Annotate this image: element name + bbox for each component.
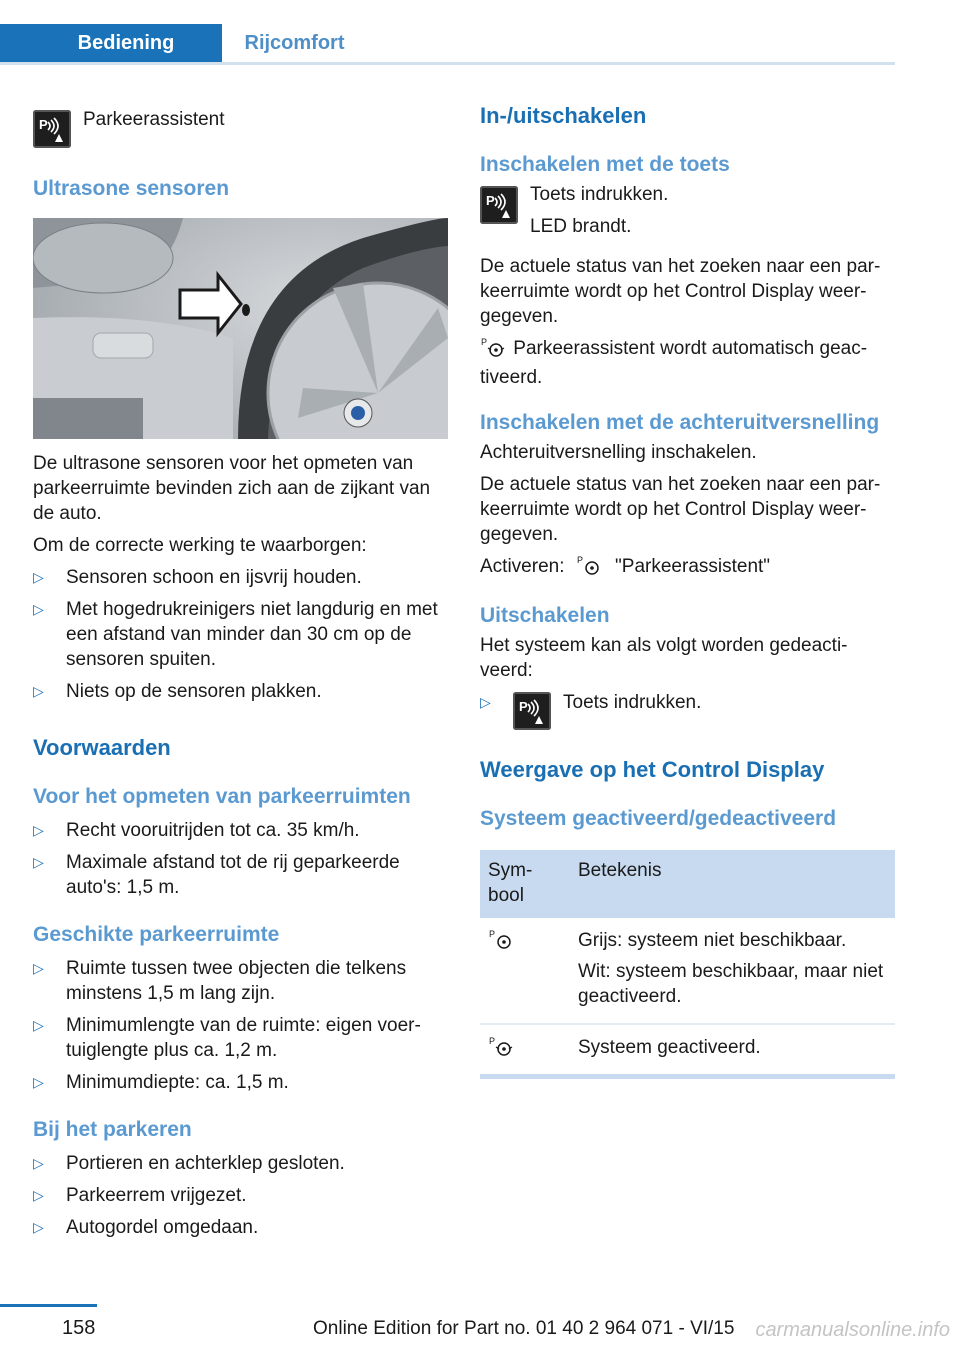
parking-assistant-button-icon [513,692,551,730]
bullet-icon: ▷ [33,854,44,870]
heading-geschikte-parkeerruimte: Geschikte parkeerruimte [33,923,280,946]
bullet-icon: ▷ [33,1074,44,1090]
parking-assistant-symbol-icon [576,554,604,583]
intro-label: Parkeerassistent [83,109,225,130]
heading-weergave-control-display: Weergave op het Control Display [480,757,825,782]
svg-text:P: P [489,929,496,939]
edition-text: Online Edition for Part no. 01 40 2 964 071 - VI/15 [313,1318,735,1339]
heading-uitschakelen: Uitschakelen [480,604,610,627]
parking-assistant-button-icon [480,186,518,224]
bullet-icon: ▷ [33,822,44,838]
bullet-icon: ▷ [33,601,44,617]
footer-accent-line [0,1304,97,1307]
heading-voorwaarden: Voorwaarden [33,735,171,760]
table-cell-meaning: Systeem geactiveerd. [570,1024,895,1077]
svg-text:P: P [39,117,48,132]
list-item: ▷ Niets op de sensoren plakken. [33,681,322,702]
button-step-2: LED brandt. [530,216,632,237]
bullet-icon: ▷ [33,1219,44,1235]
bullet-icon: ▷ [33,569,44,585]
off-list [480,690,895,730]
list-item: ▷ Portieren en achterklep gesloten. [33,1153,345,1174]
svg-text:P: P [519,699,528,714]
sensor-location-photo [33,218,448,439]
heading-in-uitschakelen: In-/uitschakelen [480,103,647,128]
bullet-icon: ▷ [33,683,44,699]
table-cell-symbol [480,1024,570,1077]
list-item: ▷ Sensoren schoon en ijsvrij houden. [33,567,362,588]
heading-ultrasone-sensoren: Ultrasone sensoren [33,177,230,200]
svg-text:P: P [486,193,495,208]
reverse-text: Achteruitversnelling inschakelen. [480,442,757,463]
svg-text:P: P [489,1036,496,1046]
list-item: ▷ Minimumdiepte: ca. 1,5 m. [33,1072,289,1093]
bullet-icon: ▷ [33,1155,44,1171]
heading-bij-het-parkeren: Bij het parkeren [33,1118,192,1141]
measure-list [33,818,448,900]
symbol-table [480,850,895,1079]
table-header-symbol: Sym- bool [480,850,570,918]
button-step-1: Toets indrukken. [530,184,669,205]
correct-operation-text: Om de correcte werking te waarborgen: [33,535,367,556]
svg-text:P: P [576,555,583,565]
list-item: ▷ P Toets indrukken. [480,690,895,730]
parking-assistant-symbol-icon [488,929,516,955]
chapter-tab-bar [0,24,895,65]
list-item: ▷ Maximale afstand tot de rij geparkeerde auto's: 1,5 m. [33,852,400,898]
parking-assistant-active-symbol-icon [488,1036,516,1062]
correct-operation-list [33,565,448,704]
left-column [33,102,448,1247]
heading-opmeten-parkeerruimten: Voor het opmeten van parkeerruimten [33,785,411,808]
list-item: ▷ Minimumlengte van de ruimte: eigen voer- tuiglengte plus ca. 1,2 m. [33,1015,421,1061]
intro-row [33,110,448,148]
table-row [480,1024,895,1077]
svg-text:P: P [481,337,488,347]
off-text: Het systeem kan als volgt worden gedeacti- veerd: [480,635,848,681]
heading-systeem-geactiveerd: Systeem geactiveerd/gedeactiveerd [480,807,837,830]
parking-assistant-button-icon [33,110,71,148]
list-item: ▷ Recht vooruitrijden tot ca. 35 km/h. [33,820,360,841]
suitable-list [33,956,448,1095]
bullet-icon: ▷ [480,694,491,710]
list-item: ▷ Met hogedrukreinigers niet langdurig en met een afstand van minder dan 30 cm op de sensoren spuiten. [33,599,438,670]
right-column [480,102,895,1079]
tab-rijcomfort[interactable]: Rijcomfort [244,32,345,54]
list-item: ▷ Parkeerrem vrijgezet. [33,1185,247,1206]
auto-activation-text: P Parkeerassistent wordt automatisch geac- tiveerd. [480,337,868,388]
table-header-row [480,850,895,918]
list-item: ▷ Autogordel omgedaan. [33,1217,259,1238]
table-cell-meaning: Grijs: systeem niet beschikbaar. Wit: systeem beschikbaar, maar niet geactiveerd. [570,918,895,1024]
bullet-icon: ▷ [33,960,44,976]
bullet-icon: ▷ [33,1187,44,1203]
page-number: 158 [62,1317,96,1339]
activate-line: Activeren: P "Parkeerassistent" [480,554,895,583]
sensors-text: De ultrasone sensoren voor het opmeten van parkeerruimte bevinden zich aan de zijkant van de auto. [33,453,431,524]
heading-inschakelen-achteruit: Inschakelen met de achteruitversnelling [480,411,880,434]
status-text-2: De actuele status van het zoeken naar een par- keerruimte wordt op het Control Display weer- gegeven. [480,474,881,545]
table-header-meaning: Betekenis [570,850,895,918]
bullet-icon: ▷ [33,1017,44,1033]
heading-inschakelen-toets: Inschakelen met de toets [480,153,730,176]
list-item: ▷ Ruimte tussen twee objecten die telkens minstens 1,5 m lang zijn. [33,958,407,1004]
tab-bediening[interactable]: Bediening [0,24,222,62]
button-step-row [480,182,895,246]
parking-list [33,1151,448,1240]
status-text: De actuele status van het zoeken naar een par- keerruimte wordt op het Control Display weer- gegeven. [480,256,881,327]
table-row [480,918,895,1024]
watermark: carmanualsonline.info [755,1319,950,1341]
table-cell-symbol [480,918,570,1024]
parking-assistant-symbol-icon [480,336,508,365]
